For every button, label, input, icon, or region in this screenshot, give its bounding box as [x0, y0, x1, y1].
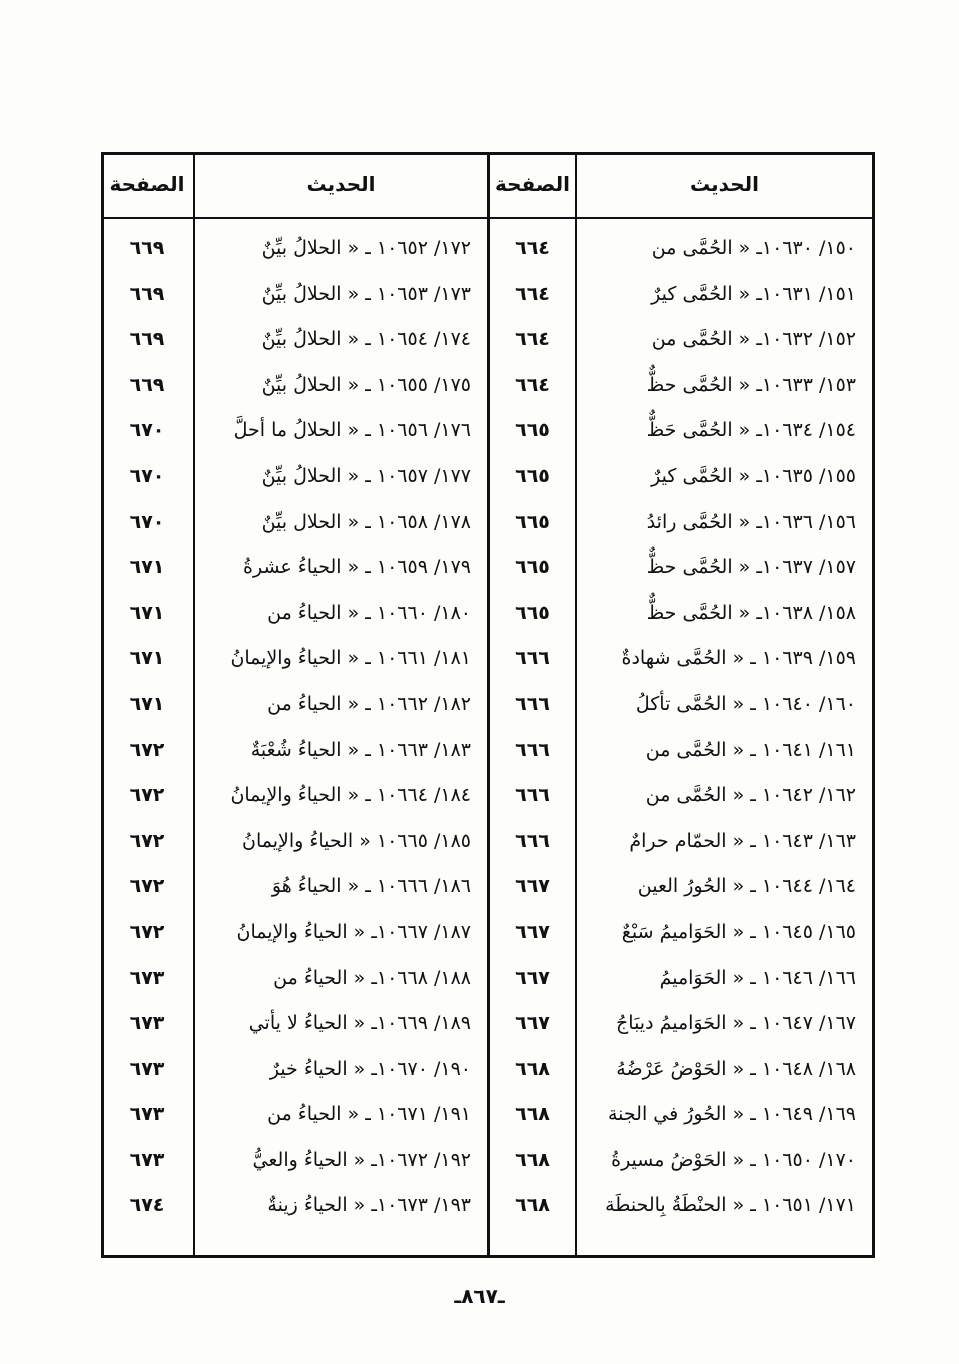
table-row [104, 1047, 872, 1093]
index-table [101, 152, 875, 1258]
hadith-entry: ١٨١/ ١٠٦٦١ ـ « الحياءُ والإيمانُ [230, 647, 471, 670]
hadith-entry: ١٧٦/ ١٠٦٥٦ ـ « الحلالُ ما أحلَّ [233, 419, 471, 442]
page-reference: ٦٦٦ [515, 692, 550, 715]
page-reference: ٦٦٥ [515, 556, 550, 579]
page-reference: ٦٦٦ [515, 647, 550, 670]
page-reference: ٦٧٢ [129, 920, 165, 943]
hadith-entry: ١٧٩/ ١٠٦٥٩ ـ « الحياءُ عشرةُ [243, 556, 471, 579]
hadith-entry: ١٧٧/ ١٠٦٥٧ ـ « الحلالُ بيِّنٌ [261, 464, 471, 487]
hadith-entry: ١٥٤/ ١٠٦٣٤ـ « الحُمَّى حَظٌّ [646, 419, 856, 442]
hadith-entry: ١٨٥/ ١٠٦٦٥ « الحياءُ والإيمانُ [242, 829, 471, 852]
hadith-entry: ١٧٤/ ١٠٦٥٤ ـ « الحلالُ بيِّنٌ [261, 328, 471, 351]
header-page-right: الصفحة [494, 172, 570, 196]
page-reference: ٦٦٦ [515, 738, 550, 761]
page-reference: ٦٧٠ [129, 464, 165, 487]
table-row [104, 363, 872, 409]
hadith-entry: ١٥٦/ ١٠٦٣٦ـ « الحُمَّى رائدُ [646, 510, 856, 533]
table-row [104, 1001, 872, 1047]
table-row [104, 226, 872, 272]
hadith-entry: ١٩٢/ ١٠٦٧٢ـ « الحياءُ والعيُّ [252, 1148, 471, 1171]
page-reference: ٦٧٢ [129, 738, 165, 761]
table-row [104, 956, 872, 1002]
page-reference: ٦٧٣ [129, 966, 165, 989]
page-reference: ٦٧١ [129, 647, 165, 670]
table-row [104, 910, 872, 956]
page-reference: ٦٧٣ [129, 1148, 165, 1171]
page-reference: ٦٧٢ [129, 829, 165, 852]
table-row [104, 545, 872, 591]
table-row [104, 408, 872, 454]
hadith-entry: ١٦٦/ ١٠٦٤٦ ـ « الحَوَاميمُ [659, 966, 856, 989]
header-hadith-right: الحديث [689, 172, 759, 196]
hadith-entry: ١٦٧/ ١٠٦٤٧ ـ « الحَوَاميمُ ديبَاجُ [616, 1012, 856, 1035]
table-row [104, 1092, 872, 1138]
hadith-entry: ١٦٥/ ١٠٦٤٥ ـ « الحَوَاميمُ سَبْعٌ [621, 920, 856, 943]
page-reference: ٦٧٣ [129, 1012, 165, 1035]
table-row [104, 454, 872, 500]
page-reference: ٦٦٤ [515, 328, 550, 351]
hadith-entry: ١٥١/ ١٠٦٣١ـ « الحُمَّى كيرٌ [651, 282, 856, 305]
table-row [104, 864, 872, 910]
page-reference: ٦٦٩ [129, 282, 165, 305]
page-reference: ٦٦٧ [515, 920, 550, 943]
page-reference: ٦٧٣ [129, 1103, 165, 1126]
page-reference: ٦٦٧ [515, 1012, 550, 1035]
page-reference: ٦٦٥ [515, 510, 550, 533]
table-row [104, 819, 872, 865]
hadith-entry: ١٦٨/ ١٠٦٤٨ ـ « الحَوْضُ عَرْضُهُ [616, 1057, 856, 1080]
hadith-entry: ١٦٣/ ١٠٦٤٣ ـ « الحمّام حرامٌ [629, 829, 856, 852]
page-reference: ٦٦٥ [515, 464, 550, 487]
hadith-entry: ١٨٨/ ١٠٦٦٨ـ « الحياءُ من [273, 966, 471, 989]
hadith-entry: ١٧٢/ ١٠٦٥٢ ـ « الحلالُ بيِّنٌ [261, 237, 471, 259]
hadith-entry: ١٨٩/ ١٠٦٦٩ـ « الحياءُ لا يأتي [248, 1012, 471, 1035]
header-divider [104, 217, 872, 219]
hadith-entry: ١٦٤/ ١٠٦٤٤ ـ « الحُورُ العين [637, 875, 856, 898]
hadith-entry: ١٨٢/ ١٠٦٦٢ ـ « الحياءُ من [267, 692, 471, 715]
table-row [104, 682, 872, 728]
hadith-entry: ١٥٧/ ١٠٦٣٧ـ « الحُمَّى حظٌّ [646, 556, 856, 579]
table-body [104, 226, 872, 1229]
hadith-entry: ١٥٣/ ١٠٦٣٣ـ « الحُمَّى حظٌّ [646, 373, 856, 396]
hadith-entry: ١٧٠/ ١٠٦٥٠ ـ « الحَوْضُ مسيرةُ [611, 1148, 856, 1171]
table-row [104, 636, 872, 682]
hadith-entry: ١٩١/ ١٠٦٧١ ـ « الحياءُ من [267, 1103, 471, 1126]
hadith-entry: ١٥٢/ ١٠٦٣٢ـ « الحُمَّى من [651, 328, 856, 351]
hadith-entry: ١٥٨/ ١٠٦٣٨ـ « الحُمَّى حظٌّ [646, 601, 856, 624]
page-reference: ٦٦٨ [515, 1103, 550, 1126]
hadith-entry: ١٩٠/ ١٠٦٧٠ـ « الحياءُ خيرٌ [269, 1057, 471, 1080]
page-number: ـ٨٦٧ـ [454, 1284, 505, 1308]
page-reference: ٦٦٨ [515, 1148, 550, 1171]
table-row [104, 1183, 872, 1229]
page-reference: ٦٦٩ [129, 373, 165, 396]
page-reference: ٦٧١ [129, 692, 165, 715]
hadith-entry: ١٦٠/ ١٠٦٤٠ ـ « الحُمَّى تأكلُ [635, 692, 856, 715]
page-reference: ٦٧٢ [129, 784, 165, 807]
table-row [104, 317, 872, 363]
page-reference: ٦٦٧ [515, 966, 550, 989]
page-reference: ٦٧٠ [129, 510, 165, 533]
page-reference: ٦٦٥ [515, 419, 550, 442]
hadith-entry: ١٨٠/ ١٠٦٦٠ ـ « الحياءُ من [267, 601, 471, 624]
header-hadith-left: الحديث [306, 172, 376, 196]
table-row [104, 500, 872, 546]
table-row [104, 1138, 872, 1184]
page-reference: ٦٦٨ [515, 1194, 550, 1217]
page-reference: ٦٦٦ [515, 784, 550, 807]
hadith-entry: ١٦٢/ ١٠٦٤٢ ـ « الحُمَّى من [645, 784, 856, 807]
hadith-entry: ١٧١/ ١٠٦٥١ ـ « الحنْطَةُ بِالحنطَة [605, 1194, 856, 1217]
page-reference: ٦٧١ [129, 556, 165, 579]
page-reference: ٦٧٢ [129, 875, 165, 898]
hadith-entry: ١٨٤/ ١٠٦٦٤ ـ « الحياءُ والإيمانُ [230, 784, 471, 807]
hadith-entry: ١٦١/ ١٠٦٤١ ـ « الحُمَّى من [645, 738, 856, 761]
hadith-entry: ١٧٨/ ١٠٦٥٨ ـ « الحلال بيِّنٌ [261, 510, 471, 533]
header-page-left: الصفحة [109, 172, 185, 196]
hadith-entry: ١٧٣/ ١٠٦٥٣ ـ « الحلالُ بيِّنٌ [261, 282, 471, 305]
hadith-entry: ١٨٧/ ١٠٦٦٧ـ « الحياءُ والإيمانُ [236, 920, 471, 943]
table-row [104, 728, 872, 774]
table-row [104, 272, 872, 318]
page-reference: ٦٧٣ [129, 1057, 165, 1080]
hadith-entry: ١٥٥/ ١٠٦٣٥ـ « الحُمَّى كيرٌ [651, 464, 856, 487]
page-reference: ٦٦٤ [515, 282, 550, 305]
page-reference: ٦٧١ [129, 601, 165, 624]
page-reference: ٦٦٦ [515, 829, 550, 852]
hadith-entry: ١٥٩/ ١٠٦٣٩ ـ « الحُمَّى شهادةٌ [621, 647, 856, 670]
hadith-entry: ١٨٦/ ١٠٦٦٦ ـ « الحياءُ هُوَ [271, 875, 471, 898]
page-reference: ٦٦٩ [129, 237, 165, 259]
table-row [104, 773, 872, 819]
page-reference: ٦٧٠ [129, 419, 165, 442]
hadith-entry: ١٦٩/ ١٠٦٤٩ ـ « الحُورُ في الجنة [608, 1103, 856, 1126]
page-reference: ٦٦٤ [515, 237, 550, 259]
page-reference: ٦٦٨ [515, 1057, 550, 1080]
hadith-entry: ١٥٠/ ١٠٦٣٠ـ « الحُمَّى من [651, 237, 856, 259]
page-reference: ٦٦٧ [515, 875, 550, 898]
hadith-entry: ١٧٥/ ١٠٦٥٥ ـ « الحلالُ بيِّنٌ [261, 373, 471, 396]
page-reference: ٦٦٤ [515, 373, 550, 396]
hadith-entry: ١٨٣/ ١٠٦٦٣ ـ « الحياءُ شُعْبَةٌ [250, 738, 471, 761]
page-reference: ٦٧٤ [129, 1194, 165, 1217]
page-reference: ٦٦٩ [129, 328, 165, 351]
table-row [104, 591, 872, 637]
page-reference: ٦٦٥ [515, 601, 550, 624]
hadith-entry: ١٩٣/ ١٠٦٧٣ـ « الحياءُ زينةٌ [267, 1194, 471, 1217]
